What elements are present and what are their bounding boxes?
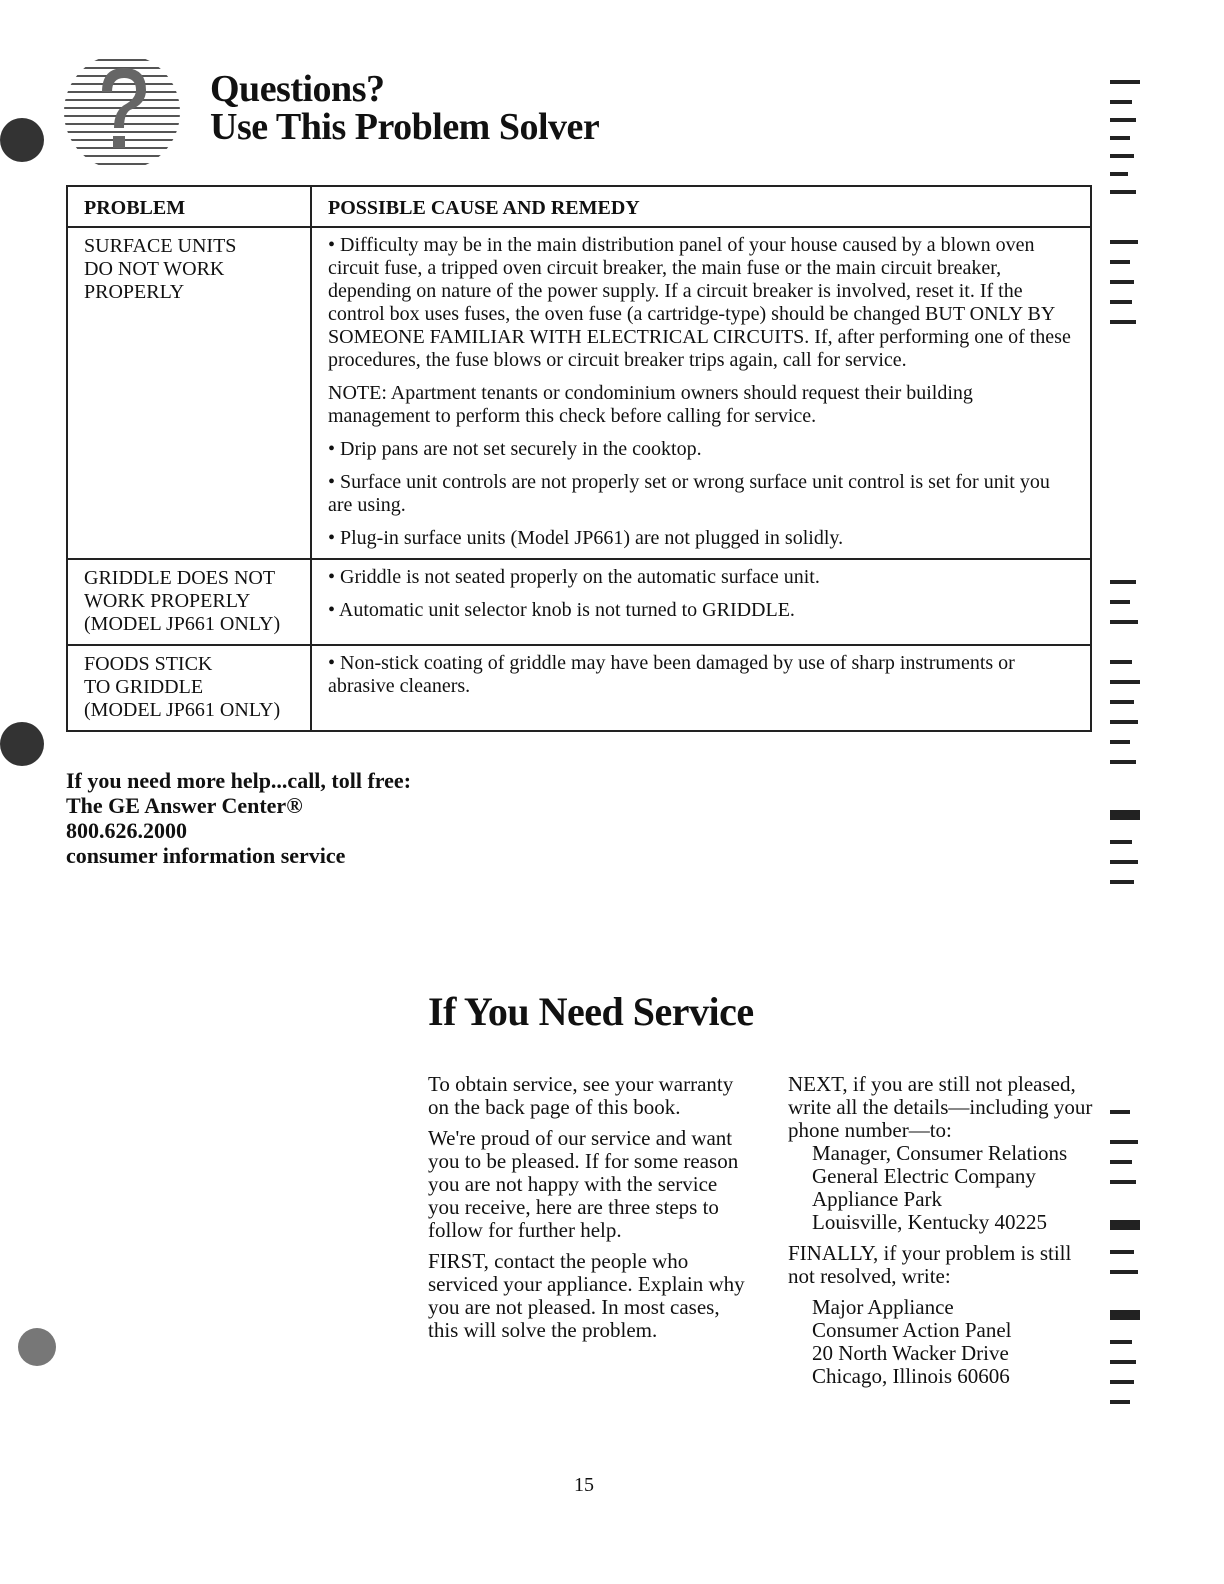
scan-mark — [1110, 1180, 1136, 1184]
remedy-text: • Plug-in surface units (Model JP661) are not plugged in solidly. — [328, 527, 844, 549]
scan-mark — [1110, 580, 1136, 584]
scan-mark — [1110, 300, 1132, 304]
scan-mark — [1110, 700, 1134, 704]
address-line: Chicago, Illinois 60606 — [812, 1364, 1010, 1388]
scan-mark — [1110, 1270, 1138, 1274]
consumer-relations-address — [788, 1142, 1098, 1234]
table-row — [67, 559, 1091, 645]
scan-mark — [1110, 880, 1134, 884]
answer-center-name: The GE Answer Center® — [66, 793, 303, 818]
scan-mark — [1110, 620, 1138, 624]
scan-mark — [1110, 172, 1128, 176]
problem-cell — [67, 559, 311, 645]
scan-mark — [1110, 1310, 1140, 1320]
scan-mark — [1110, 740, 1130, 744]
problem-line: FOODS STICK — [84, 653, 213, 675]
address-line: Major Appliance — [812, 1295, 954, 1319]
scan-mark — [1110, 320, 1136, 324]
service-paragraph: FINALLY, if your problem is still not resolved, write: — [788, 1241, 1072, 1288]
service-paragraph: To obtain service, see your warranty on the back page of this book. — [428, 1072, 734, 1119]
question-mark-icon — [58, 48, 186, 176]
remedy-text: • Difficulty may be in the main distribution panel of your house caused by a blown oven circuit fuse, a tripped oven circuit breaker, the main fuse or the main circuit breaker, depending on nature of the power supply. If a circuit breaker is involved, reset it. If the control box uses fuses, the oven fuse (a cartridge-type) should be changed BUT ONLY BY SOMEONE FAMILIAR WITH ELECTRICAL CIRCUITS. If, after performing one of these procedures, the fuse blows or circuit breaker trips again, call for service. — [328, 234, 1071, 371]
address-line: Louisville, Kentucky 40225 — [812, 1210, 1048, 1234]
scan-mark — [1110, 1380, 1134, 1384]
problem-line: (MODEL JP661 ONLY) — [84, 613, 281, 635]
service-paragraph: FIRST, contact the people who serviced your appliance. Explain why you are not pleased. In most cases, this will solve the problem. — [428, 1249, 745, 1342]
scan-mark — [1110, 80, 1140, 84]
scan-mark — [1110, 600, 1130, 604]
scan-mark — [1110, 240, 1138, 244]
problem-line: WORK PROPERLY — [84, 590, 251, 612]
scan-mark — [1110, 760, 1136, 764]
binding-hole — [18, 1328, 56, 1366]
help-line: If you need more help...call, toll free: — [66, 768, 412, 793]
table-row — [67, 227, 1091, 559]
problem-line: DO NOT WORK — [84, 258, 225, 280]
table-row — [67, 645, 1091, 731]
page-title — [210, 70, 599, 146]
scan-mark — [1110, 260, 1130, 264]
remedy-column-header: POSSIBLE CAUSE AND REMEDY — [311, 186, 1091, 227]
scan-mark — [1110, 190, 1136, 194]
service-left-column — [428, 1073, 748, 1350]
address-line: General Electric Company — [812, 1164, 1036, 1188]
scan-mark — [1110, 1360, 1136, 1364]
scan-mark — [1110, 840, 1132, 844]
problem-cell — [67, 227, 311, 559]
remedy-text: • Griddle is not seated properly on the automatic surface unit. — [328, 566, 820, 588]
scan-mark — [1110, 1400, 1130, 1404]
help-contact-block — [66, 768, 411, 868]
remedy-text: • Non-stick coating of griddle may have been damaged by use of sharp instruments or abrasive cleaners. — [328, 652, 1015, 697]
binding-hole — [0, 118, 44, 162]
page-number: 15 — [574, 1474, 594, 1496]
binding-hole — [0, 722, 44, 766]
scan-mark — [1110, 1160, 1132, 1164]
remedy-text: • Surface unit controls are not properly set or wrong surface unit control is set for unit you are using. — [328, 471, 1050, 516]
problem-line: SURFACE UNITS — [84, 235, 237, 257]
scan-mark — [1110, 860, 1138, 864]
action-panel-address — [788, 1296, 1098, 1388]
problem-line: (MODEL JP661 ONLY) — [84, 699, 281, 721]
address-line: Appliance Park — [812, 1187, 943, 1211]
remedy-cell — [311, 645, 1091, 731]
problem-line: GRIDDLE DOES NOT — [84, 567, 276, 589]
scan-mark — [1110, 1220, 1140, 1230]
title-line-1: Questions? — [210, 68, 385, 110]
scan-mark — [1110, 660, 1132, 664]
title-line-2: Use This Problem Solver — [210, 106, 600, 148]
scan-mark — [1110, 810, 1140, 820]
problem-solver-table — [66, 185, 1092, 732]
problem-cell — [67, 645, 311, 731]
address-line: Manager, Consumer Relations — [812, 1141, 1068, 1165]
scan-mark — [1110, 118, 1136, 122]
scan-mark — [1110, 154, 1134, 158]
service-paragraph: We're proud of our service and want you to be pleased. If for some reason you are not happy with the service you receive, here are three steps to follow for further help. — [428, 1126, 739, 1242]
scan-mark — [1110, 136, 1130, 140]
scan-mark — [1110, 1110, 1130, 1114]
scan-mark — [1110, 280, 1134, 284]
service-right-column — [788, 1073, 1098, 1396]
scan-mark — [1110, 1340, 1132, 1344]
address-line: Consumer Action Panel — [812, 1318, 1012, 1342]
remedy-text: • Drip pans are not set securely in the cooktop. — [328, 438, 702, 460]
phone-number: 800.626.2000 — [66, 818, 187, 843]
table-header-row — [67, 186, 1091, 227]
problem-column-header: PROBLEM — [67, 186, 311, 227]
remedy-text: • Automatic unit selector knob is not turned to GRIDDLE. — [328, 599, 795, 621]
scan-mark — [1110, 1250, 1134, 1254]
scan-mark — [1110, 680, 1140, 684]
scan-mark — [1110, 720, 1138, 724]
remedy-cell — [311, 227, 1091, 559]
help-line: consumer information service — [66, 843, 346, 868]
service-section-title: If You Need Service — [428, 989, 754, 1034]
service-paragraph: NEXT, if you are still not pleased, write all the details—including your phone number—to: — [788, 1072, 1093, 1142]
address-line: 20 North Wacker Drive — [812, 1341, 1009, 1365]
problem-line: TO GRIDDLE — [84, 676, 204, 698]
remedy-text: NOTE: Apartment tenants or condominium owners should request their building management to perform this check before calling for service. — [328, 382, 973, 427]
scan-mark — [1110, 100, 1132, 104]
remedy-cell — [311, 559, 1091, 645]
problem-line: PROPERLY — [84, 281, 185, 303]
scan-mark — [1110, 1140, 1138, 1144]
